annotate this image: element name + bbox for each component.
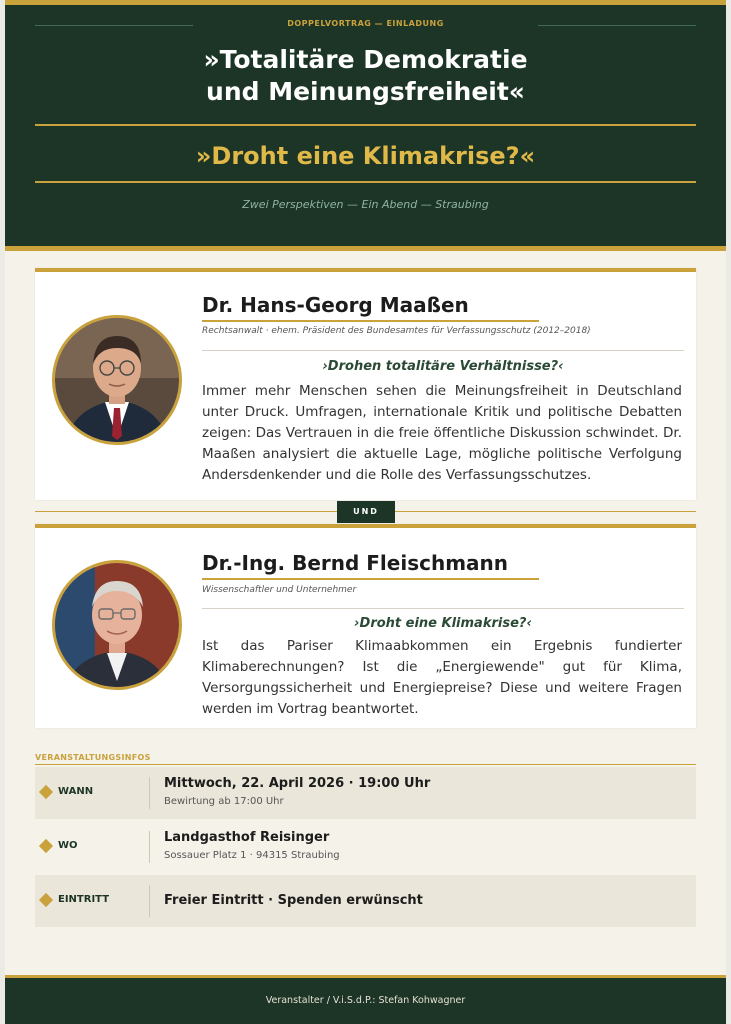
diamond-icon xyxy=(39,893,53,907)
speaker-portrait-fleischmann xyxy=(52,560,182,690)
venue-name: Landgasthof Reisinger xyxy=(164,830,330,845)
header-gold-stripe xyxy=(5,0,726,5)
card-divider xyxy=(202,608,684,609)
diamond-icon xyxy=(39,785,53,799)
second-title: »Droht eine Klimakrise?« xyxy=(195,142,536,170)
event-date-time: Mittwoch, 22. April 2026 · 19:00 Uhr xyxy=(164,776,431,791)
footer xyxy=(5,975,726,1024)
speaker-name: Dr.-Ing. Bernd Fleischmann xyxy=(202,551,509,575)
name-underline xyxy=(202,320,539,322)
speaker-role: Wissenschaftler und Unternehmer xyxy=(202,585,357,595)
row-separator xyxy=(149,831,150,863)
header-gold-stripe-bottom xyxy=(5,246,726,251)
info-label-entry: EINTRITT xyxy=(58,894,110,905)
talk-description: Ist das Pariser Klimaabkommen ein Ergebnis fundierter Klimaberechnungen? Ist die „Energiewende" gut für Klima, Versorgungssicherheit und Energiepreise? Diese und weitere Fragen werden im Vortrag beantwortet. xyxy=(202,638,682,717)
speaker-role: Rechtsanwalt · ehem. Präsident des Bundesamtes für Verfassungsschutz (2012–2018) xyxy=(202,326,591,336)
subtitle: Zwei Perspektiven — Ein Abend — Straubing xyxy=(242,198,489,211)
info-heading: VERANSTALTUNGSINFOS xyxy=(35,753,151,762)
info-heading-rule xyxy=(35,764,696,765)
info-label-when: WANN xyxy=(58,786,94,797)
title-line-1: »Totalitäre Demokratie xyxy=(203,45,528,74)
catering-time: Bewirtung ab 17:00 Uhr xyxy=(164,796,284,807)
diamond-icon xyxy=(39,839,53,853)
name-underline xyxy=(202,578,539,580)
speaker-name: Dr. Hans-Georg Maaßen xyxy=(202,293,469,317)
title-rule-top xyxy=(35,124,696,126)
main-title xyxy=(5,44,726,108)
speaker-card-maassen xyxy=(35,268,696,500)
speaker-card-fleischmann xyxy=(35,524,696,728)
venue-address: Sossauer Platz 1 · 94315 Straubing xyxy=(164,850,340,861)
footer-imprint: Veranstalter / V.i.S.d.P.: Stefan Kohwagner xyxy=(265,995,466,1006)
info-row-entry xyxy=(35,875,696,927)
flyer-page xyxy=(5,0,726,1024)
talk-description: Immer mehr Menschen sehen die Meinungsfreiheit in Deutschland unter Druck. Umfragen, internationale Kritik und politische Debatten zeigen: Das Vertrauen in die freie öffentliche Diskussion schwindet. Dr. Maaßen analysiert die aktuelle Lage, mögliche politische Verfolgung Andersdenkender und die Rolle des Verfassungsschutzes. xyxy=(202,383,682,483)
speaker-portrait-maassen xyxy=(52,315,182,445)
talk-topic: ›Droht eine Klimakrise?‹ xyxy=(354,616,532,631)
header-banner xyxy=(5,0,726,251)
info-row-where xyxy=(35,821,696,873)
info-label-where: WO xyxy=(58,840,78,851)
entry-info: Freier Eintritt · Spenden erwünscht xyxy=(164,893,423,908)
row-separator xyxy=(149,885,150,917)
connector-badge: UND xyxy=(337,501,395,523)
title-rule-bottom xyxy=(35,181,696,183)
kicker: DOPPELVORTRAG — EINLADUNG xyxy=(287,19,444,28)
card-divider xyxy=(202,350,684,351)
info-row-when xyxy=(35,767,696,819)
title-line-2: und Meinungsfreiheit« xyxy=(206,77,525,106)
row-separator xyxy=(149,777,150,809)
talk-topic: ›Drohen totalitäre Verhältnisse?‹ xyxy=(322,359,564,374)
